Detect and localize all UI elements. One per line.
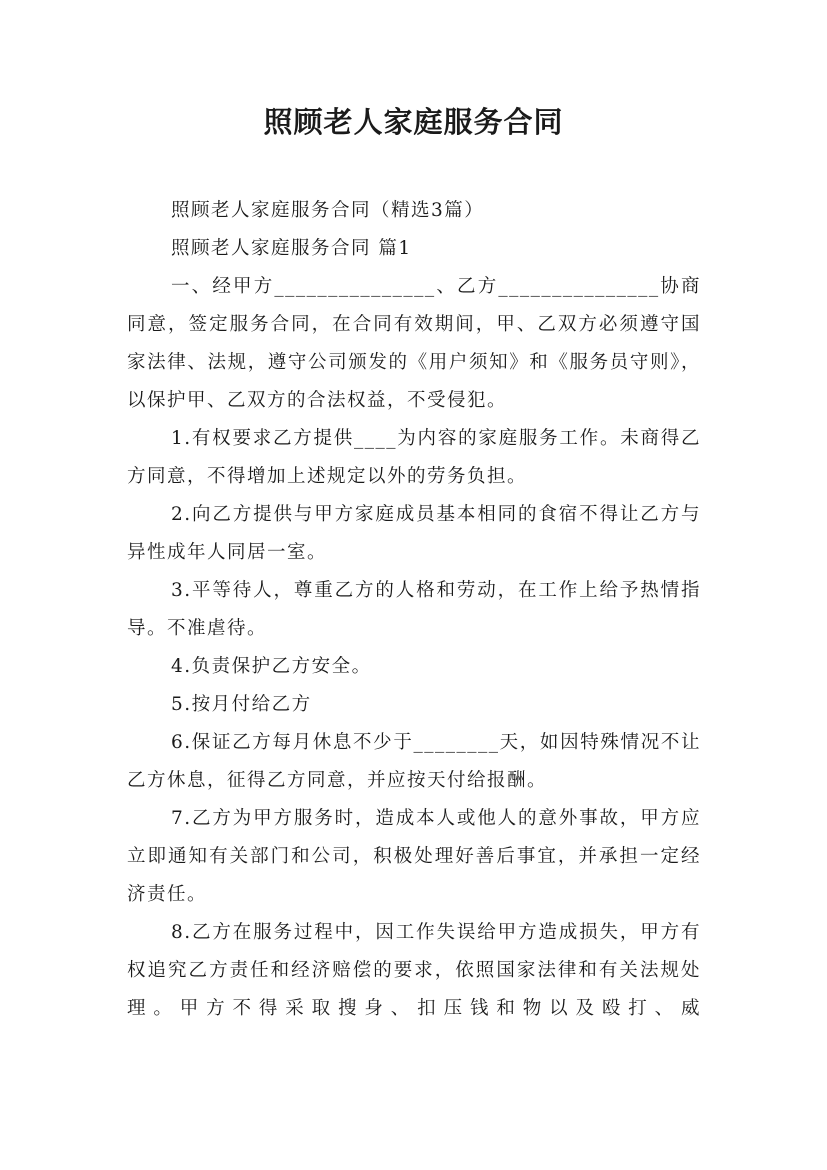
document-title: 照顾老人家庭服务合同 xyxy=(263,105,564,139)
paragraph-item-2: 2.向乙方提供与甲方家庭成员基本相同的食宿不得让乙方与异性成年人同居一室。 xyxy=(127,504,701,563)
paragraph-item-6: 6.保证乙方每月休息不少于________天，如因特殊情况不让乙方休息，征得乙方同意，并应按天付给报酬。 xyxy=(127,732,701,791)
paragraph-item-5: 5.按月付给乙方 xyxy=(171,694,312,715)
paragraph-section-heading: 照顾老人家庭服务合同 篇1 xyxy=(171,238,412,259)
paragraph-item-3: 3.平等待人，尊重乙方的人格和劳动，在工作上给予热情指导。不准虐待。 xyxy=(127,580,701,639)
paragraph-item-1: 1.有权要求乙方提供____为内容的家庭服务工作。未商得乙方同意，不得增加上述规定以外的劳务负担。 xyxy=(127,428,701,487)
paragraph-clause-1: 一、经甲方_______________、乙方_______________协商同意，签定服务合同，在合同有效期间，甲、乙双方必须遵守国家法律、法规，遵守公司颁发的《用户须知》和《服务员守则》，以保护甲、乙双方的合法权益，不受侵犯。 xyxy=(127,276,701,411)
document-body xyxy=(127,192,701,1028)
paragraph-item-8: 8.乙方在服务过程中，因工作失误给甲方造成损失，甲方有权追究乙方责任和经济赔偿的要求，依照国家法律和有关法规处理。甲方不得采取搜身、扣压钱和物以及殴打、威 xyxy=(127,922,701,1019)
paragraph-item-7: 7.乙方为甲方服务时，造成本人或他人的意外事故，甲方应立即通知有关部门和公司，积极处理好善后事宜，并承担一定经济责任。 xyxy=(127,808,701,905)
paragraph-subtitle: 照顾老人家庭服务合同（精选3篇） xyxy=(171,200,485,221)
paragraph-item-4: 4.负责保护乙方安全。 xyxy=(171,656,372,677)
